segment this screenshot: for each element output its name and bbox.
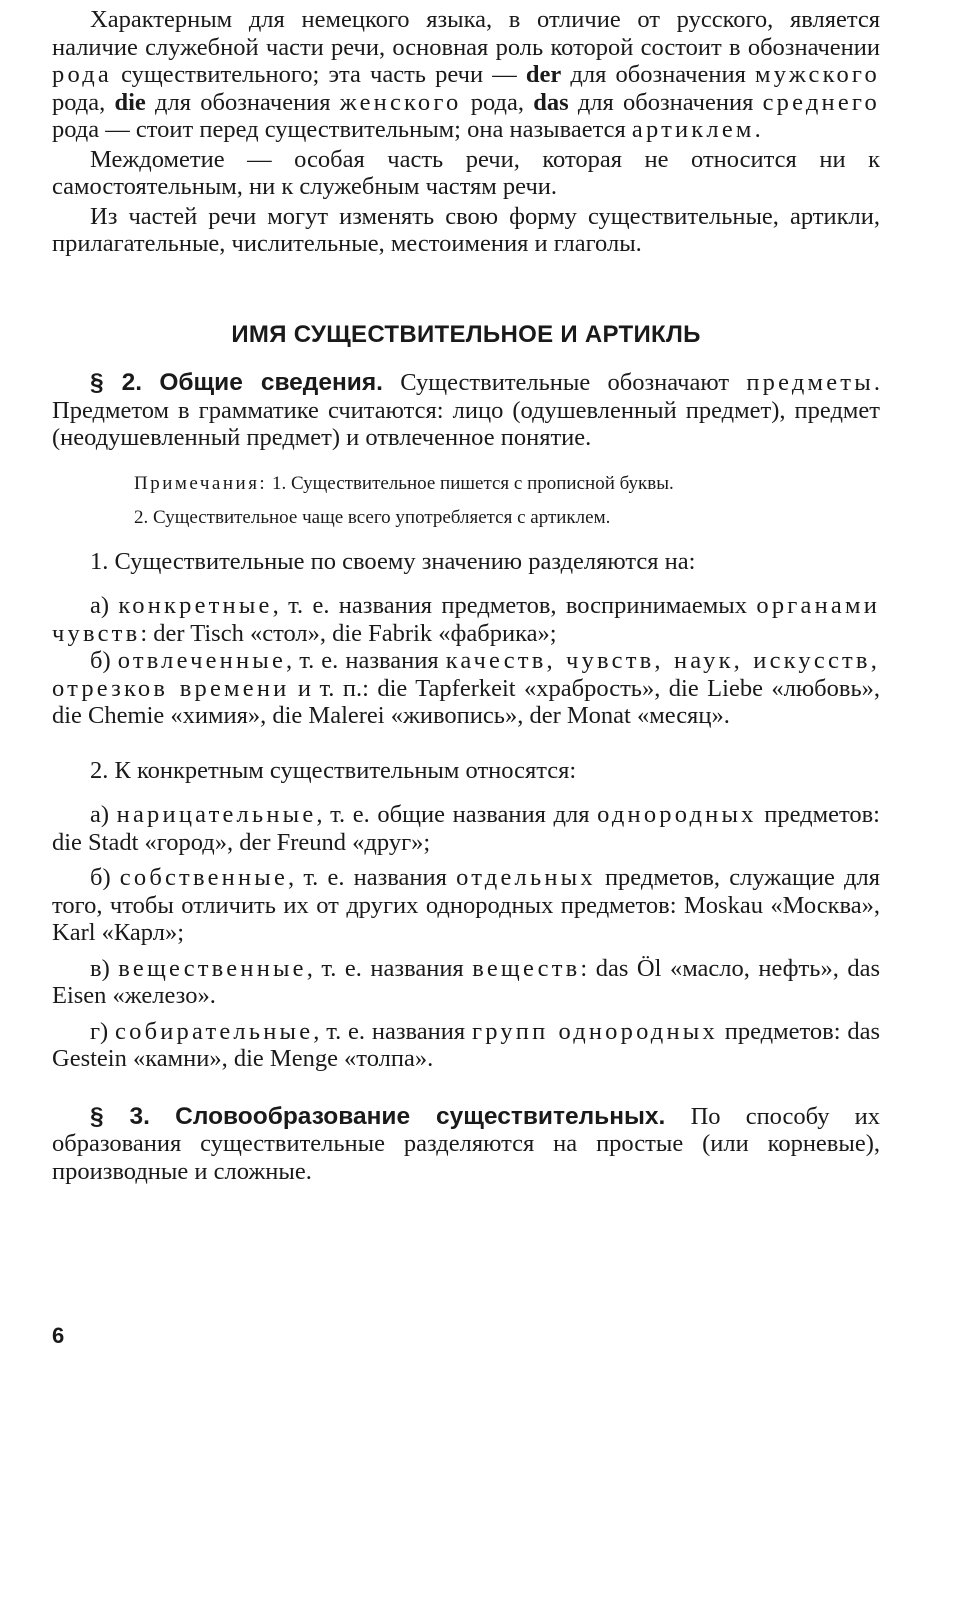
spaced-term: среднего [762,88,881,116]
list-2-intro: 2. К конкретным существительным относятся: [90,756,577,784]
list-1-intro: 1. Существительные по своему значению разделяются на: [90,547,696,575]
spaced-term: вещественные [118,954,307,982]
paragraph-articles: Характерным для немецкого языка, в отличие от русского, является наличие служебной части речи, основная роль которой состоит в обозначении рода существительного; эта часть речи — der для обозначения мужского рода, die для обозначения женского рода, das для обозначения среднего рода — стоит перед существительным; она называется артиклем. [52,6,881,143]
spaced-term: предметы [746,369,874,396]
list-2-item-c: в) вещественные, т. е. названия веществ: das Öl «масло, нефть», das Eisen «железо». [52,954,880,1009]
spaced-term: отдельных [456,864,596,891]
list-2-item-a: а) нарицательные, т. е. общие названия для однородных предметов: die Stadt «город», der Freund «друг»; [52,801,880,856]
spaced-term: собственные [119,864,289,891]
spaced-term: групп однородных [471,1017,718,1045]
note-2: 2. Существительное чаще всего употребляется с артиклем. [134,506,611,528]
paragraph-interjection: Междометие — особая часть речи, которая не относится ни к самостоятельным, ни к служебным частям речи. [52,145,880,200]
spaced-term: отвлеченные [117,647,287,674]
spaced-term: органами чувств [52,592,880,647]
section-3-title: Словообразование существительных. [175,1102,666,1130]
spaced-term: женского [339,88,462,116]
section-2: § 2. Общие сведения. Существительные обозначают предметы. Предметом в грамматике считаются: лицо (одушевленный предмет), предмет (неодушевленный предмет) и отвлеченное понятие. [52,369,880,451]
page-number: 6 [52,1323,65,1348]
note-1: Примечания: 1. Существительное пишется с прописной буквы. [134,472,674,494]
article-der: der [525,61,562,88]
section-3: § 3. Словообразование существительных. По способу их образования существительные разделяются на простые (или корневые), производные и сложные. [52,1102,881,1185]
book-page [52,0,880,1600]
spaced-term: мужского [755,61,881,88]
section-2-number: § 2. [90,369,143,396]
spaced-term: собирательные [115,1017,314,1045]
list-2-item-d: г) собирательные, т. е. названия групп однородных предметов: das Gestein «камни», die Menge «толпа». [52,1017,880,1072]
spaced-term: веществ [472,954,581,982]
section-3-number: § 3. [90,1102,150,1130]
chapter-heading: ИМЯ СУЩЕСТВИТЕЛЬНОЕ И АРТИКЛЬ [231,320,701,348]
list-1-item-a: а) конкретные, т. е. названия предметов, воспринимаемых органами чувств: der Tisch «стол», die Fabrik «фабрика»; [52,592,880,647]
spaced-term: однородных [597,801,757,828]
article-die: die [114,88,146,116]
section-2-title: Общие сведения. [159,369,383,396]
notes-block [52,472,880,530]
spaced-term: артиклем [631,116,755,143]
spaced-term: качеств, чувств, наук, искусств, отрезков времени [52,647,881,702]
paragraph-inflection: Из частей речи могут изменять свою форму существительные, артикли, прилагательные, числительные, местоимения и глаголы. [52,202,880,257]
spaced-term: нарицательные [116,801,317,828]
list-1-item-b: б) отвлеченные, т. е. названия качеств, чувств, наук, искусств, отрезков времени и т. п.: die Tapferkeit «храбрость», die Liebe «любовь», die Chemie «химия», die Malerei «живопись», der Monat «месяц». [52,647,881,729]
notes-label: Примечания: [134,472,268,494]
list-2-item-b: б) собственные, т. е. названия отдельных предметов, служащие для того, чтобы отличить их от других однородных предметов: Moskau «Москва», Karl «Карл»; [52,864,881,946]
article-das: das [533,88,569,116]
spaced-term: конкретные [118,592,273,619]
spaced-term: рода [52,61,112,88]
